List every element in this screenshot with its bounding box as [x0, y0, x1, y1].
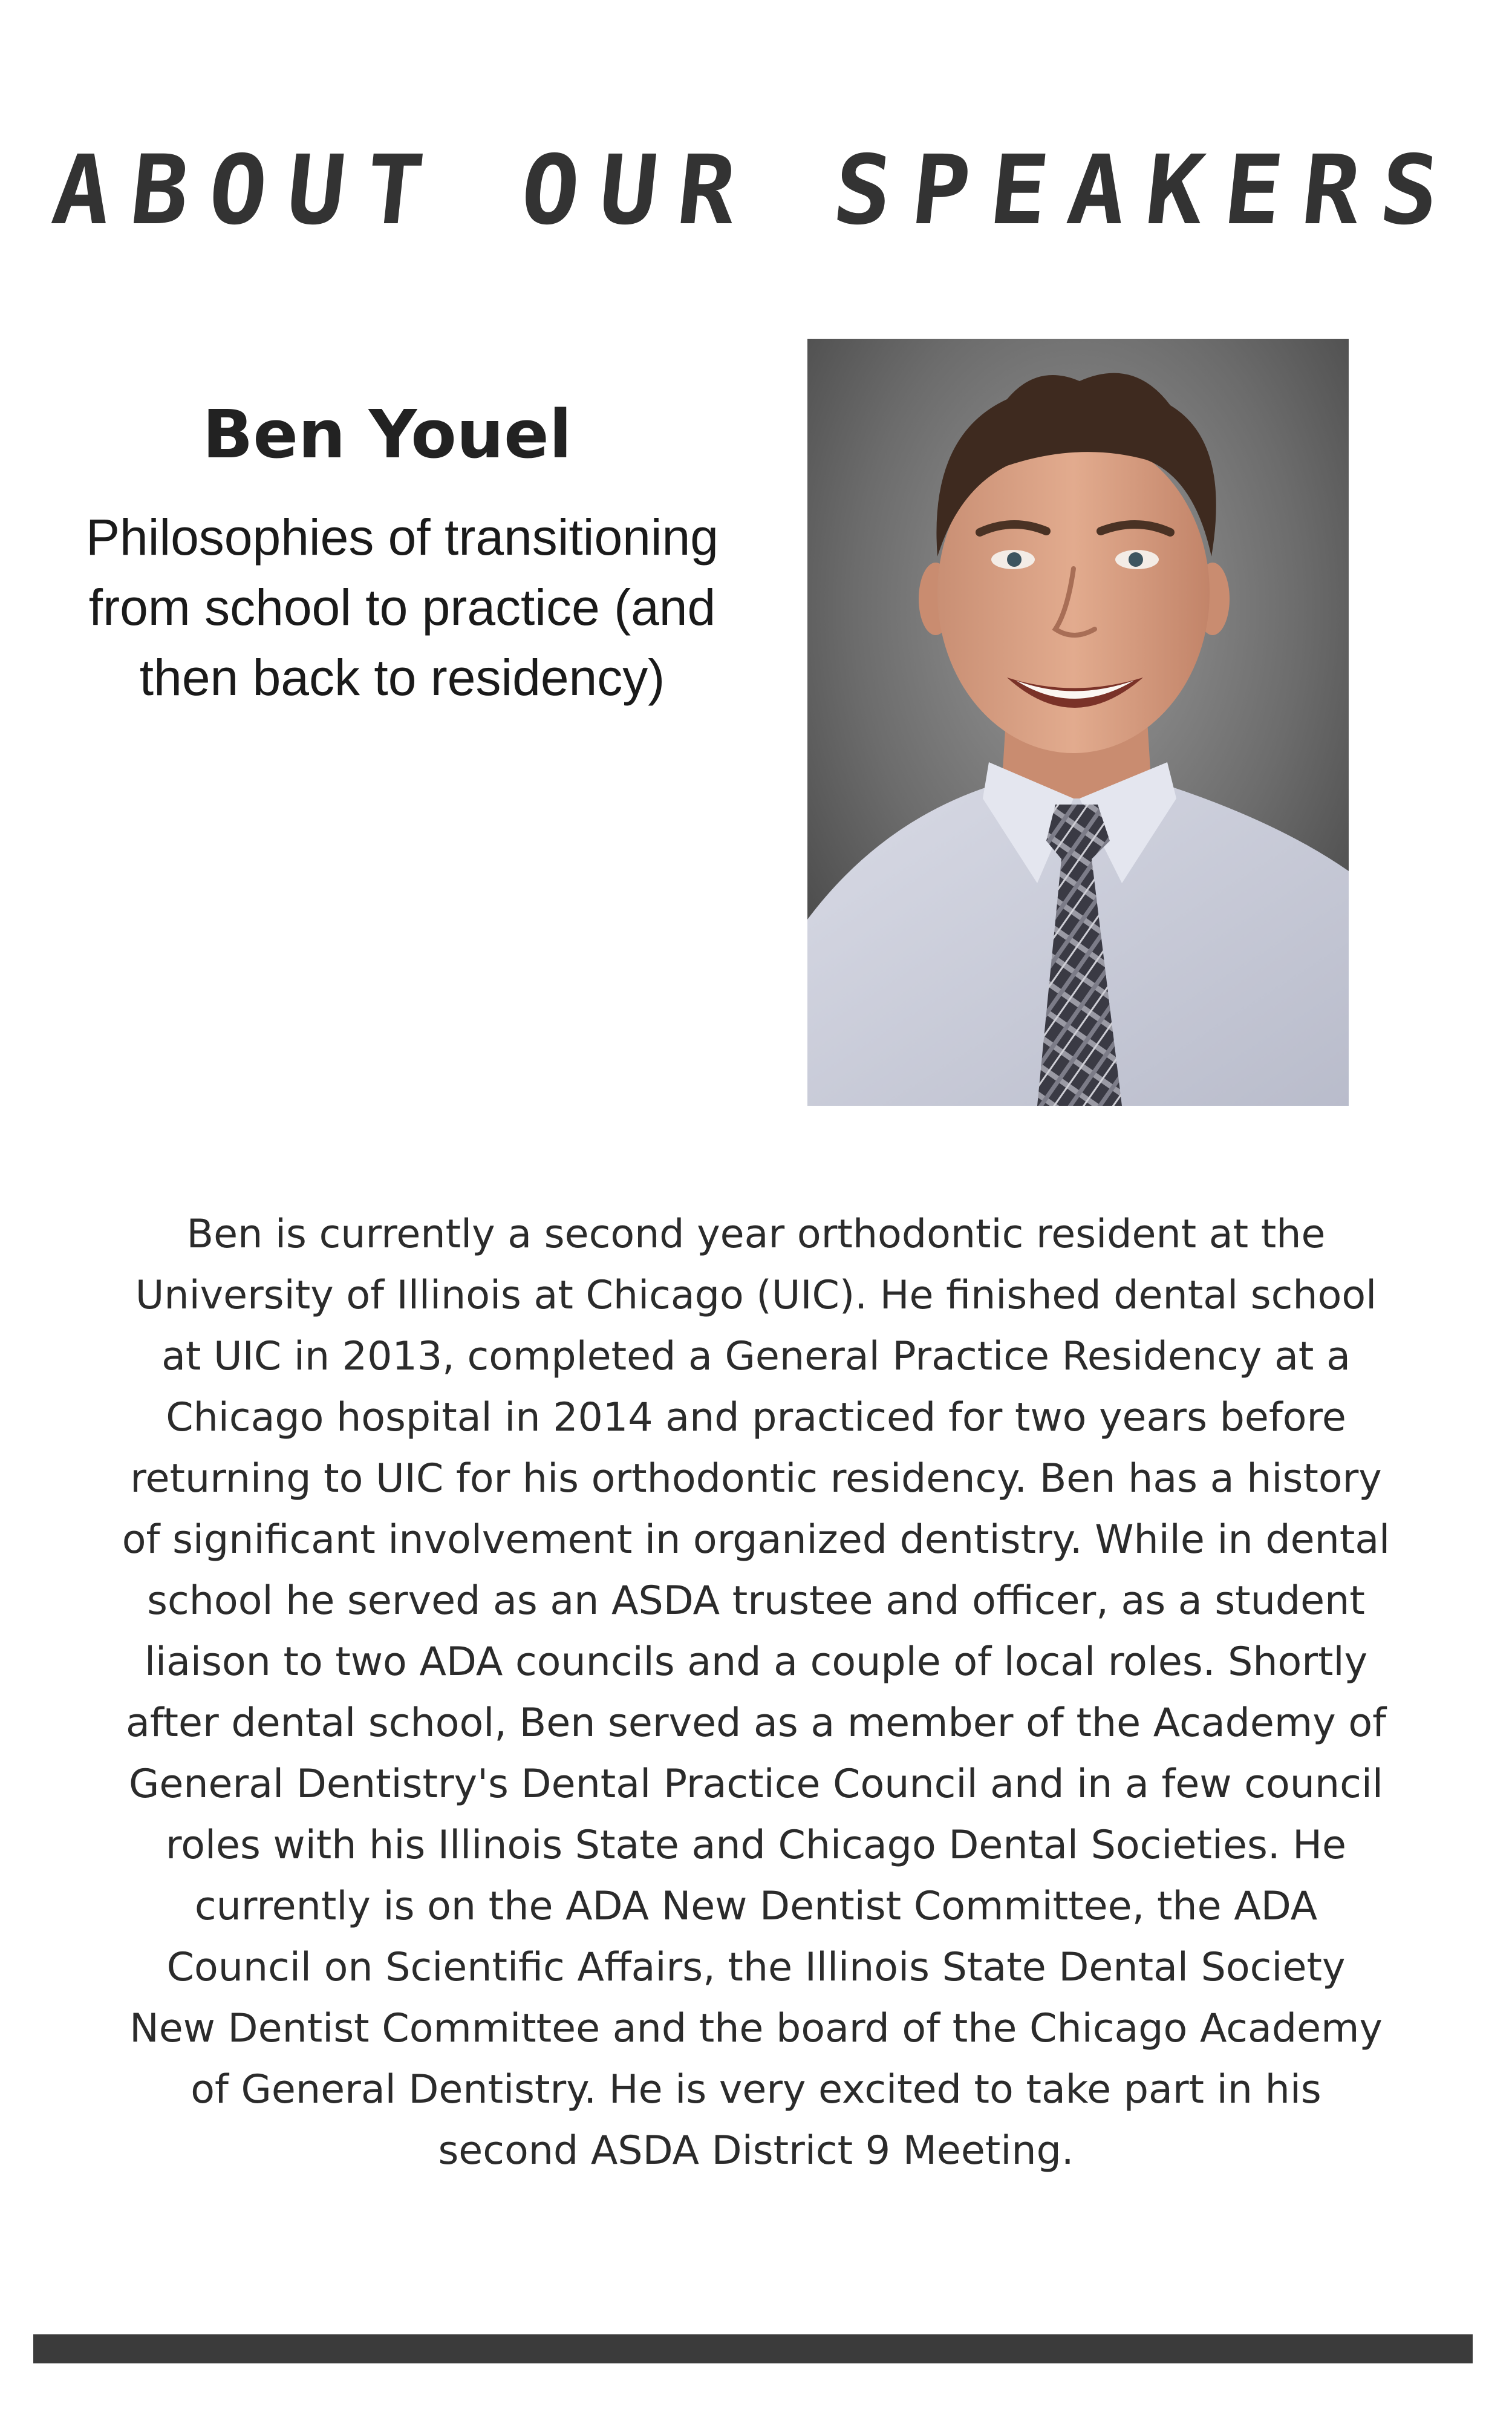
speaker-portrait-photo — [807, 339, 1349, 1106]
portrait-illustration — [807, 339, 1349, 1106]
talk-title: Philosophies of transitioning from school to practice (and then back to residency) — [86, 509, 719, 706]
page-heading: ABOUT OUR SPEAKERS — [47, 135, 1465, 246]
speaker-bio: Ben is currently a second year orthodontic resident at the University of Illinois at Chicago (UIC). He finished dental school at UIC in 2013, completed a General Practice Residency at a Chicago hospital in 2014 and practiced for two years before returning to UIC for his orthodontic residency. Ben has a history of significant involvement in organized dentistry. While in dental school he served as an ASDA trustee and officer, as a student liaison to two ADA councils and a couple of local roles. Shortly after dental school, Ben served as a member of the Academy of General Dentistry's Dental Practice Council and in a few council roles with his Illinois State and Chicago Dental Societies. He currently is on the ADA New Dentist Committee, the ADA Council on Scientific Affairs, the Illinois State Dental Society New Dentist Committee and the board of the Chicago Academy of General Dentistry. He is very excited to take part in his second ASDA District 9 Meeting. — [122, 1212, 1390, 2173]
speaker-name: Ben Youel — [202, 396, 572, 473]
footer-divider-bar — [33, 2334, 1473, 2363]
